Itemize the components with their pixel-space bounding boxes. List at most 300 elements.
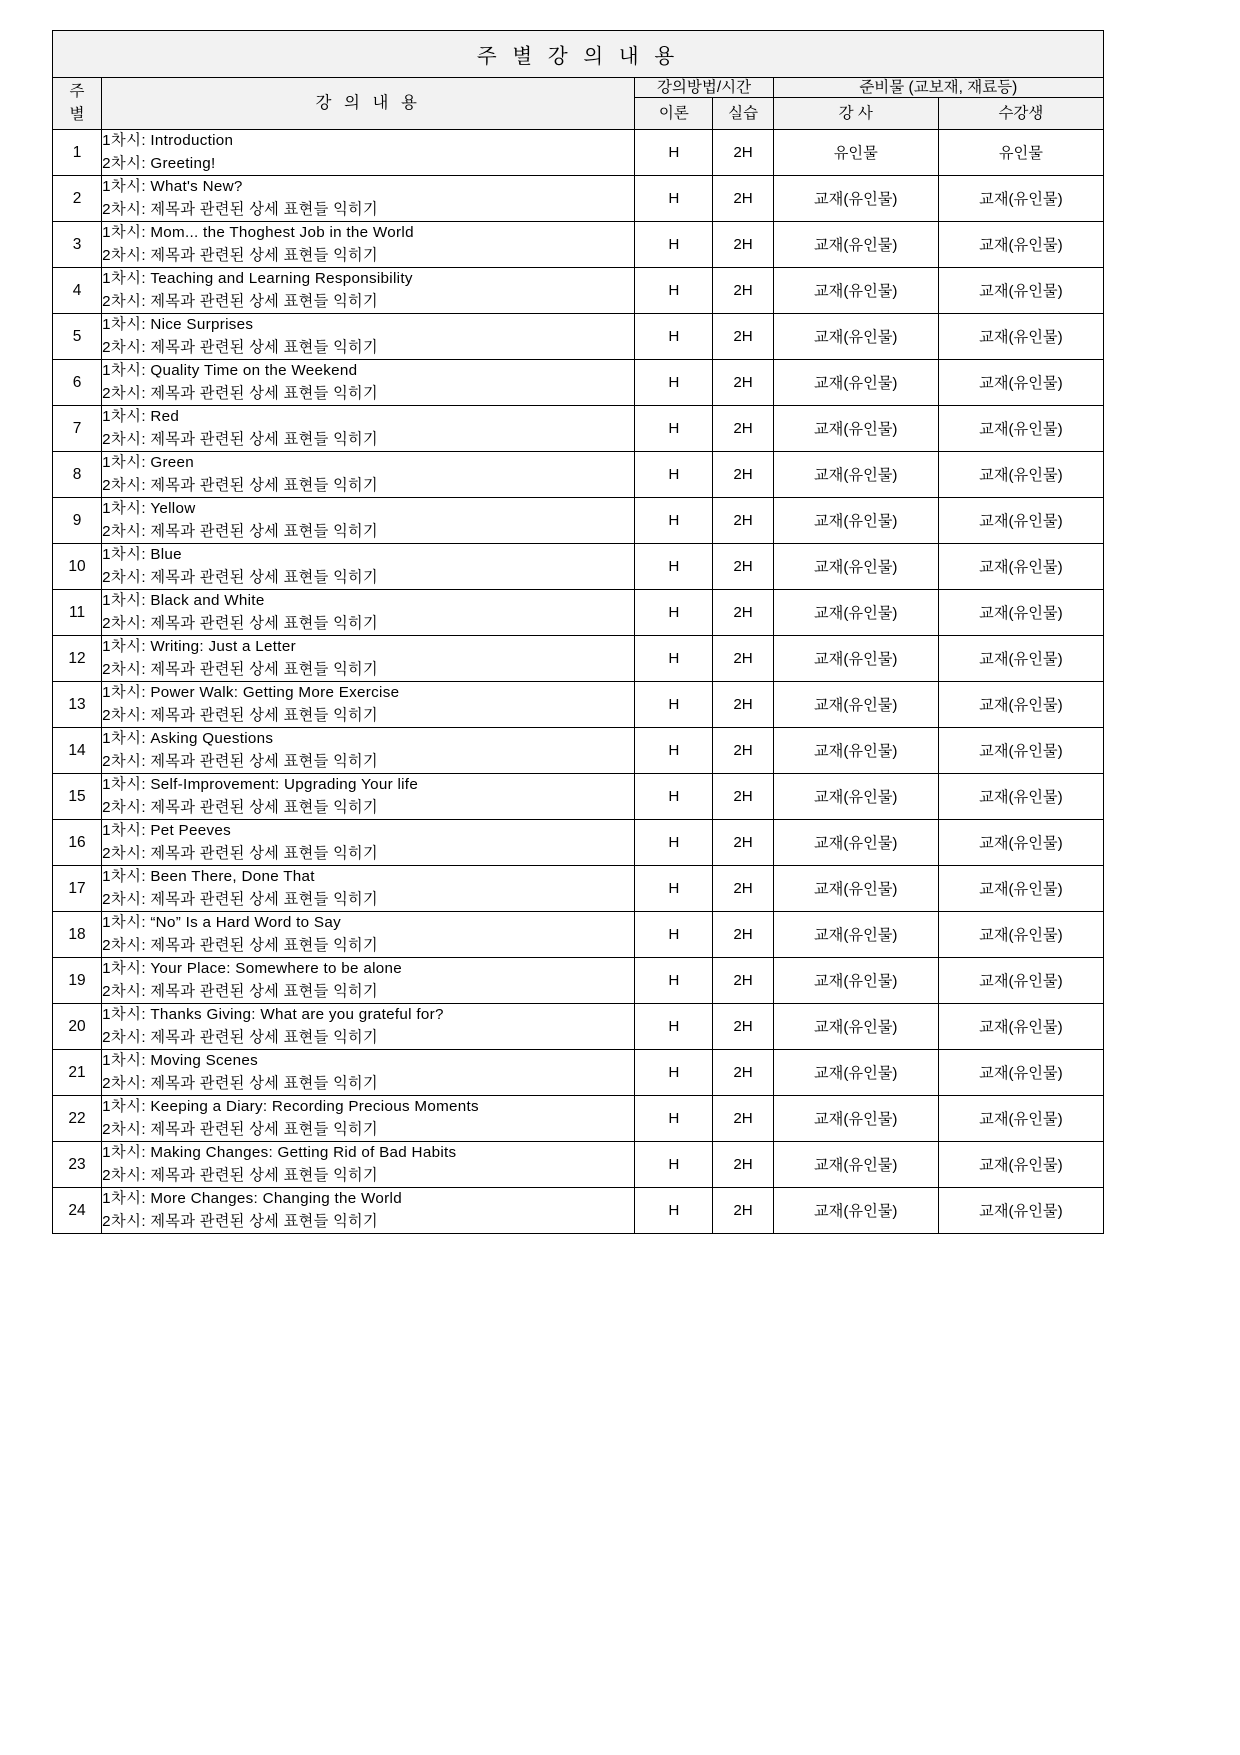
theory-hours: H	[635, 452, 713, 498]
practice-hours: 2H	[713, 130, 773, 176]
theory-hours: H	[635, 1142, 713, 1188]
session-2-label: 2차시:	[102, 430, 147, 448]
session-1-line	[102, 774, 634, 797]
theory-hours: H	[635, 1050, 713, 1096]
session-1-label: 1차시:	[102, 408, 147, 426]
session-1-line	[102, 1096, 634, 1119]
lecture-content-cell	[102, 360, 635, 406]
theory-hours: H	[635, 406, 713, 452]
session-1-label: 1차시:	[102, 178, 147, 196]
theory-hours: H	[635, 636, 713, 682]
session-1-line	[102, 820, 634, 843]
session-2-topic: 제목과 관련된 상세 표현들 익히기	[150, 844, 379, 862]
table-row	[53, 636, 1104, 682]
session-1-line	[102, 130, 634, 153]
practice-hours: 2H	[713, 912, 773, 958]
session-2-line	[102, 1165, 634, 1188]
student-materials: 교재(유인물)	[938, 958, 1103, 1004]
table-row	[53, 590, 1104, 636]
session-1-label: 1차시:	[102, 1190, 147, 1208]
theory-hours: H	[635, 820, 713, 866]
student-materials: 교재(유인물)	[938, 1004, 1103, 1050]
student-materials: 유인물	[938, 130, 1103, 176]
week-number: 13	[53, 682, 102, 728]
session-2-topic: 제목과 관련된 상세 표현들 익히기	[150, 568, 379, 586]
session-2-label: 2차시:	[102, 476, 147, 494]
week-number: 6	[53, 360, 102, 406]
session-2-line	[102, 935, 634, 958]
week-number: 8	[53, 452, 102, 498]
table-row	[53, 268, 1104, 314]
instructor-materials: 교재(유인물)	[773, 544, 938, 590]
table-row	[53, 728, 1104, 774]
session-2-label: 2차시:	[102, 246, 147, 264]
session-2-line	[102, 1119, 634, 1142]
session-1-label: 1차시:	[102, 868, 147, 886]
session-2-topic: 제목과 관련된 상세 표현들 익히기	[150, 292, 379, 310]
practice-hours: 2H	[713, 728, 773, 774]
session-1-label: 1차시:	[102, 1098, 147, 1116]
student-materials: 교재(유인물)	[938, 498, 1103, 544]
practice-hours: 2H	[713, 498, 773, 544]
instructor-materials: 교재(유인물)	[773, 866, 938, 912]
column-header-preparation: 준비물 (교보재, 재료등)	[773, 78, 1103, 98]
session-2-line	[102, 1073, 634, 1096]
session-2-label: 2차시:	[102, 660, 147, 678]
week-number: 14	[53, 728, 102, 774]
instructor-materials: 교재(유인물)	[773, 268, 938, 314]
session-2-label: 2차시:	[102, 200, 147, 218]
session-2-label: 2차시:	[102, 384, 147, 402]
practice-hours: 2H	[713, 360, 773, 406]
lecture-content-cell	[102, 1004, 635, 1050]
column-header-week	[53, 78, 102, 130]
theory-hours: H	[635, 1188, 713, 1234]
theory-hours: H	[635, 268, 713, 314]
table-row	[53, 1096, 1104, 1142]
instructor-materials: 교재(유인물)	[773, 728, 938, 774]
session-2-line	[102, 797, 634, 820]
lecture-content-cell	[102, 866, 635, 912]
lecture-content-cell	[102, 452, 635, 498]
table-row	[53, 682, 1104, 728]
week-number: 24	[53, 1188, 102, 1234]
session-2-topic: 제목과 관련된 상세 표현들 익히기	[150, 338, 379, 356]
practice-hours: 2H	[713, 1142, 773, 1188]
student-materials: 교재(유인물)	[938, 222, 1103, 268]
instructor-materials: 유인물	[773, 130, 938, 176]
week-number: 4	[53, 268, 102, 314]
session-1-label: 1차시:	[102, 316, 147, 334]
session-1-label: 1차시:	[102, 638, 147, 656]
session-1-line	[102, 728, 634, 751]
instructor-materials: 교재(유인물)	[773, 820, 938, 866]
header-row-1	[53, 78, 1104, 98]
session-2-label: 2차시:	[102, 1028, 147, 1046]
instructor-materials: 교재(유인물)	[773, 360, 938, 406]
session-1-label: 1차시:	[102, 822, 147, 840]
session-1-topic: Been There, Done That	[150, 868, 315, 886]
table-row	[53, 1004, 1104, 1050]
theory-hours: H	[635, 866, 713, 912]
column-header-week-line1: 주	[69, 83, 85, 101]
lecture-content-cell	[102, 912, 635, 958]
week-number: 19	[53, 958, 102, 1004]
week-number: 3	[53, 222, 102, 268]
session-2-line	[102, 383, 634, 406]
session-2-label: 2차시:	[102, 522, 147, 540]
session-1-line	[102, 498, 634, 521]
lecture-content-cell	[102, 130, 635, 176]
student-materials: 교재(유인물)	[938, 1050, 1103, 1096]
session-2-label: 2차시:	[102, 844, 147, 862]
session-2-topic: 제목과 관련된 상세 표현들 익히기	[150, 660, 379, 678]
student-materials: 교재(유인물)	[938, 682, 1103, 728]
session-2-topic: 제목과 관련된 상세 표현들 익히기	[150, 614, 379, 632]
instructor-materials: 교재(유인물)	[773, 682, 938, 728]
student-materials: 교재(유인물)	[938, 636, 1103, 682]
instructor-materials: 교재(유인물)	[773, 774, 938, 820]
session-2-line	[102, 521, 634, 544]
session-1-topic: Pet Peeves	[150, 822, 232, 840]
instructor-materials: 교재(유인물)	[773, 406, 938, 452]
instructor-materials: 교재(유인물)	[773, 636, 938, 682]
theory-hours: H	[635, 912, 713, 958]
session-2-label: 2차시:	[102, 614, 147, 632]
theory-hours: H	[635, 728, 713, 774]
table-row	[53, 544, 1104, 590]
session-1-line	[102, 958, 634, 981]
session-1-label: 1차시:	[102, 1144, 147, 1162]
session-1-line	[102, 682, 634, 705]
session-2-label: 2차시:	[102, 752, 147, 770]
table-row	[53, 176, 1104, 222]
session-1-line	[102, 222, 634, 245]
week-number: 11	[53, 590, 102, 636]
session-1-topic: Mom... the Thoghest Job in the World	[150, 224, 414, 242]
lecture-content-cell	[102, 1096, 635, 1142]
practice-hours: 2H	[713, 1096, 773, 1142]
session-2-label: 2차시:	[102, 292, 147, 310]
session-2-line	[102, 429, 634, 452]
table-row	[53, 912, 1104, 958]
session-1-topic: “No” Is a Hard Word to Say	[150, 914, 342, 932]
week-number: 15	[53, 774, 102, 820]
table-row	[53, 1142, 1104, 1188]
session-1-line	[102, 406, 634, 429]
student-materials: 교재(유인물)	[938, 1142, 1103, 1188]
lecture-content-cell	[102, 544, 635, 590]
lecture-content-cell	[102, 1188, 635, 1234]
session-1-topic: Introduction	[150, 132, 234, 150]
week-number: 7	[53, 406, 102, 452]
session-2-topic: 제목과 관련된 상세 표현들 익히기	[150, 982, 379, 1000]
week-number: 1	[53, 130, 102, 176]
table-body	[53, 130, 1104, 1234]
session-2-topic: 제목과 관련된 상세 표현들 익히기	[150, 430, 379, 448]
week-number: 10	[53, 544, 102, 590]
practice-hours: 2H	[713, 682, 773, 728]
practice-hours: 2H	[713, 452, 773, 498]
lecture-content-cell	[102, 222, 635, 268]
session-2-line	[102, 337, 634, 360]
session-2-label: 2차시:	[102, 568, 147, 586]
column-header-practice: 실습	[713, 98, 773, 130]
session-2-line	[102, 981, 634, 1004]
instructor-materials: 교재(유인물)	[773, 1050, 938, 1096]
theory-hours: H	[635, 958, 713, 1004]
lecture-content-cell	[102, 498, 635, 544]
lecture-content-cell	[102, 176, 635, 222]
session-1-topic: Keeping a Diary: Recording Precious Moments	[150, 1098, 479, 1116]
theory-hours: H	[635, 544, 713, 590]
session-1-topic: Yellow	[150, 500, 196, 518]
session-1-label: 1차시:	[102, 546, 147, 564]
session-1-line	[102, 1188, 634, 1211]
table-row	[53, 774, 1104, 820]
practice-hours: 2H	[713, 636, 773, 682]
instructor-materials: 교재(유인물)	[773, 498, 938, 544]
student-materials: 교재(유인물)	[938, 452, 1103, 498]
session-1-line	[102, 912, 634, 935]
table-row	[53, 1050, 1104, 1096]
table-row	[53, 1188, 1104, 1234]
session-1-label: 1차시:	[102, 960, 147, 978]
session-1-line	[102, 176, 634, 199]
session-2-topic: 제목과 관련된 상세 표현들 익히기	[150, 706, 379, 724]
session-2-line	[102, 659, 634, 682]
column-header-method-time: 강의방법/시간	[635, 78, 773, 98]
theory-hours: H	[635, 1096, 713, 1142]
theory-hours: H	[635, 222, 713, 268]
session-1-topic: Asking Questions	[150, 730, 274, 748]
session-2-topic: 제목과 관련된 상세 표현들 익히기	[150, 936, 379, 954]
instructor-materials: 교재(유인물)	[773, 912, 938, 958]
lecture-content-cell	[102, 774, 635, 820]
instructor-materials: 교재(유인물)	[773, 958, 938, 1004]
session-2-topic: 제목과 관련된 상세 표현들 익히기	[150, 200, 379, 218]
column-header-theory: 이론	[635, 98, 713, 130]
session-2-line	[102, 705, 634, 728]
instructor-materials: 교재(유인물)	[773, 1142, 938, 1188]
session-1-label: 1차시:	[102, 914, 147, 932]
session-1-line	[102, 360, 634, 383]
week-number: 17	[53, 866, 102, 912]
theory-hours: H	[635, 590, 713, 636]
lecture-content-cell	[102, 1142, 635, 1188]
column-header-week-line2: 별	[69, 105, 85, 123]
week-number: 20	[53, 1004, 102, 1050]
session-1-topic: Green	[150, 454, 195, 472]
instructor-materials: 교재(유인물)	[773, 452, 938, 498]
session-1-topic: Thanks Giving: What are you grateful for?	[150, 1006, 444, 1024]
instructor-materials: 교재(유인물)	[773, 1096, 938, 1142]
practice-hours: 2H	[713, 222, 773, 268]
session-2-topic: 제목과 관련된 상세 표현들 익히기	[150, 522, 379, 540]
session-2-line	[102, 291, 634, 314]
session-2-topic: 제목과 관련된 상세 표현들 익히기	[150, 1166, 379, 1184]
session-1-topic: Teaching and Learning Responsibility	[150, 270, 413, 288]
student-materials: 교재(유인물)	[938, 912, 1103, 958]
session-1-label: 1차시:	[102, 500, 147, 518]
theory-hours: H	[635, 314, 713, 360]
session-1-line	[102, 1142, 634, 1165]
student-materials: 교재(유인물)	[938, 774, 1103, 820]
session-1-label: 1차시:	[102, 270, 147, 288]
lecture-content-cell	[102, 406, 635, 452]
student-materials: 교재(유인물)	[938, 544, 1103, 590]
student-materials: 교재(유인물)	[938, 728, 1103, 774]
lecture-content-cell	[102, 682, 635, 728]
instructor-materials: 교재(유인물)	[773, 314, 938, 360]
session-2-topic: 제목과 관련된 상세 표현들 익히기	[150, 1028, 379, 1046]
lecture-content-cell	[102, 636, 635, 682]
table-row	[53, 498, 1104, 544]
session-2-label: 2차시:	[102, 338, 147, 356]
session-2-topic: 제목과 관련된 상세 표현들 익히기	[150, 798, 379, 816]
session-2-topic: 제목과 관련된 상세 표현들 익히기	[150, 476, 379, 494]
session-1-label: 1차시:	[102, 132, 147, 150]
session-1-line	[102, 452, 634, 475]
session-2-label: 2차시:	[102, 1074, 147, 1092]
table-row	[53, 406, 1104, 452]
session-2-line	[102, 567, 634, 590]
session-2-line	[102, 199, 634, 222]
session-2-topic: Greeting!	[150, 154, 216, 172]
session-1-line	[102, 590, 634, 613]
table-row	[53, 360, 1104, 406]
week-number: 23	[53, 1142, 102, 1188]
instructor-materials: 교재(유인물)	[773, 176, 938, 222]
session-1-line	[102, 636, 634, 659]
table-row	[53, 866, 1104, 912]
session-1-line	[102, 1004, 634, 1027]
practice-hours: 2H	[713, 268, 773, 314]
instructor-materials: 교재(유인물)	[773, 222, 938, 268]
theory-hours: H	[635, 498, 713, 544]
session-1-label: 1차시:	[102, 730, 147, 748]
table-header	[53, 31, 1104, 130]
session-2-topic: 제목과 관련된 상세 표현들 익히기	[150, 1120, 379, 1138]
column-header-content: 강 의 내 용	[102, 78, 635, 130]
lecture-content-cell	[102, 958, 635, 1004]
session-1-line	[102, 314, 634, 337]
practice-hours: 2H	[713, 590, 773, 636]
session-2-topic: 제목과 관련된 상세 표현들 익히기	[150, 890, 379, 908]
session-2-label: 2차시:	[102, 982, 147, 1000]
session-2-topic: 제목과 관련된 상세 표현들 익히기	[150, 1074, 379, 1092]
student-materials: 교재(유인물)	[938, 360, 1103, 406]
lecture-content-cell	[102, 728, 635, 774]
table-row	[53, 820, 1104, 866]
session-1-line	[102, 268, 634, 291]
session-1-topic: Making Changes: Getting Rid of Bad Habits	[150, 1144, 457, 1162]
week-number: 22	[53, 1096, 102, 1142]
practice-hours: 2H	[713, 406, 773, 452]
week-number: 12	[53, 636, 102, 682]
session-2-label: 2차시:	[102, 890, 147, 908]
table-row	[53, 958, 1104, 1004]
session-1-label: 1차시:	[102, 1006, 147, 1024]
session-1-topic: Moving Scenes	[150, 1052, 259, 1070]
session-2-label: 2차시:	[102, 798, 147, 816]
session-1-line	[102, 866, 634, 889]
instructor-materials: 교재(유인물)	[773, 590, 938, 636]
session-2-topic: 제목과 관련된 상세 표현들 익히기	[150, 384, 379, 402]
student-materials: 교재(유인물)	[938, 866, 1103, 912]
session-2-label: 2차시:	[102, 154, 147, 172]
student-materials: 교재(유인물)	[938, 176, 1103, 222]
week-number: 18	[53, 912, 102, 958]
week-number: 21	[53, 1050, 102, 1096]
student-materials: 교재(유인물)	[938, 1188, 1103, 1234]
session-2-label: 2차시:	[102, 706, 147, 724]
session-1-label: 1차시:	[102, 592, 147, 610]
week-number: 2	[53, 176, 102, 222]
session-1-topic: Power Walk: Getting More Exercise	[150, 684, 400, 702]
lecture-content-cell	[102, 820, 635, 866]
page-title: 주 별 강 의 내 용	[53, 31, 1104, 78]
theory-hours: H	[635, 130, 713, 176]
table-row	[53, 130, 1104, 176]
session-1-topic: Quality Time on the Weekend	[150, 362, 358, 380]
theory-hours: H	[635, 176, 713, 222]
session-1-label: 1차시:	[102, 224, 147, 242]
practice-hours: 2H	[713, 1004, 773, 1050]
session-2-line	[102, 153, 634, 176]
session-1-topic: More Changes: Changing the World	[150, 1190, 402, 1208]
week-number: 9	[53, 498, 102, 544]
practice-hours: 2H	[713, 820, 773, 866]
session-2-line	[102, 245, 634, 268]
practice-hours: 2H	[713, 314, 773, 360]
student-materials: 교재(유인물)	[938, 406, 1103, 452]
session-1-label: 1차시:	[102, 362, 147, 380]
student-materials: 교재(유인물)	[938, 1096, 1103, 1142]
theory-hours: H	[635, 1004, 713, 1050]
student-materials: 교재(유인물)	[938, 820, 1103, 866]
practice-hours: 2H	[713, 544, 773, 590]
student-materials: 교재(유인물)	[938, 590, 1103, 636]
theory-hours: H	[635, 360, 713, 406]
lecture-content-cell	[102, 1050, 635, 1096]
practice-hours: 2H	[713, 866, 773, 912]
session-2-line	[102, 843, 634, 866]
session-2-label: 2차시:	[102, 1212, 147, 1230]
session-2-line	[102, 1027, 634, 1050]
session-2-label: 2차시:	[102, 1166, 147, 1184]
session-1-label: 1차시:	[102, 684, 147, 702]
session-1-line	[102, 544, 634, 567]
table-row	[53, 314, 1104, 360]
session-1-topic: Your Place: Somewhere to be alone	[150, 960, 402, 978]
session-1-label: 1차시:	[102, 776, 147, 794]
lecture-content-cell	[102, 590, 635, 636]
week-number: 16	[53, 820, 102, 866]
session-1-topic: What's New?	[150, 178, 243, 196]
table-row	[53, 452, 1104, 498]
session-2-line	[102, 613, 634, 636]
session-1-label: 1차시:	[102, 454, 147, 472]
weekly-lecture-table	[52, 30, 1104, 1234]
practice-hours: 2H	[713, 1188, 773, 1234]
theory-hours: H	[635, 774, 713, 820]
practice-hours: 2H	[713, 958, 773, 1004]
session-1-topic: Red	[150, 408, 180, 426]
session-1-topic: Black and White	[150, 592, 265, 610]
theory-hours: H	[635, 682, 713, 728]
session-2-topic: 제목과 관련된 상세 표현들 익히기	[150, 1212, 379, 1230]
